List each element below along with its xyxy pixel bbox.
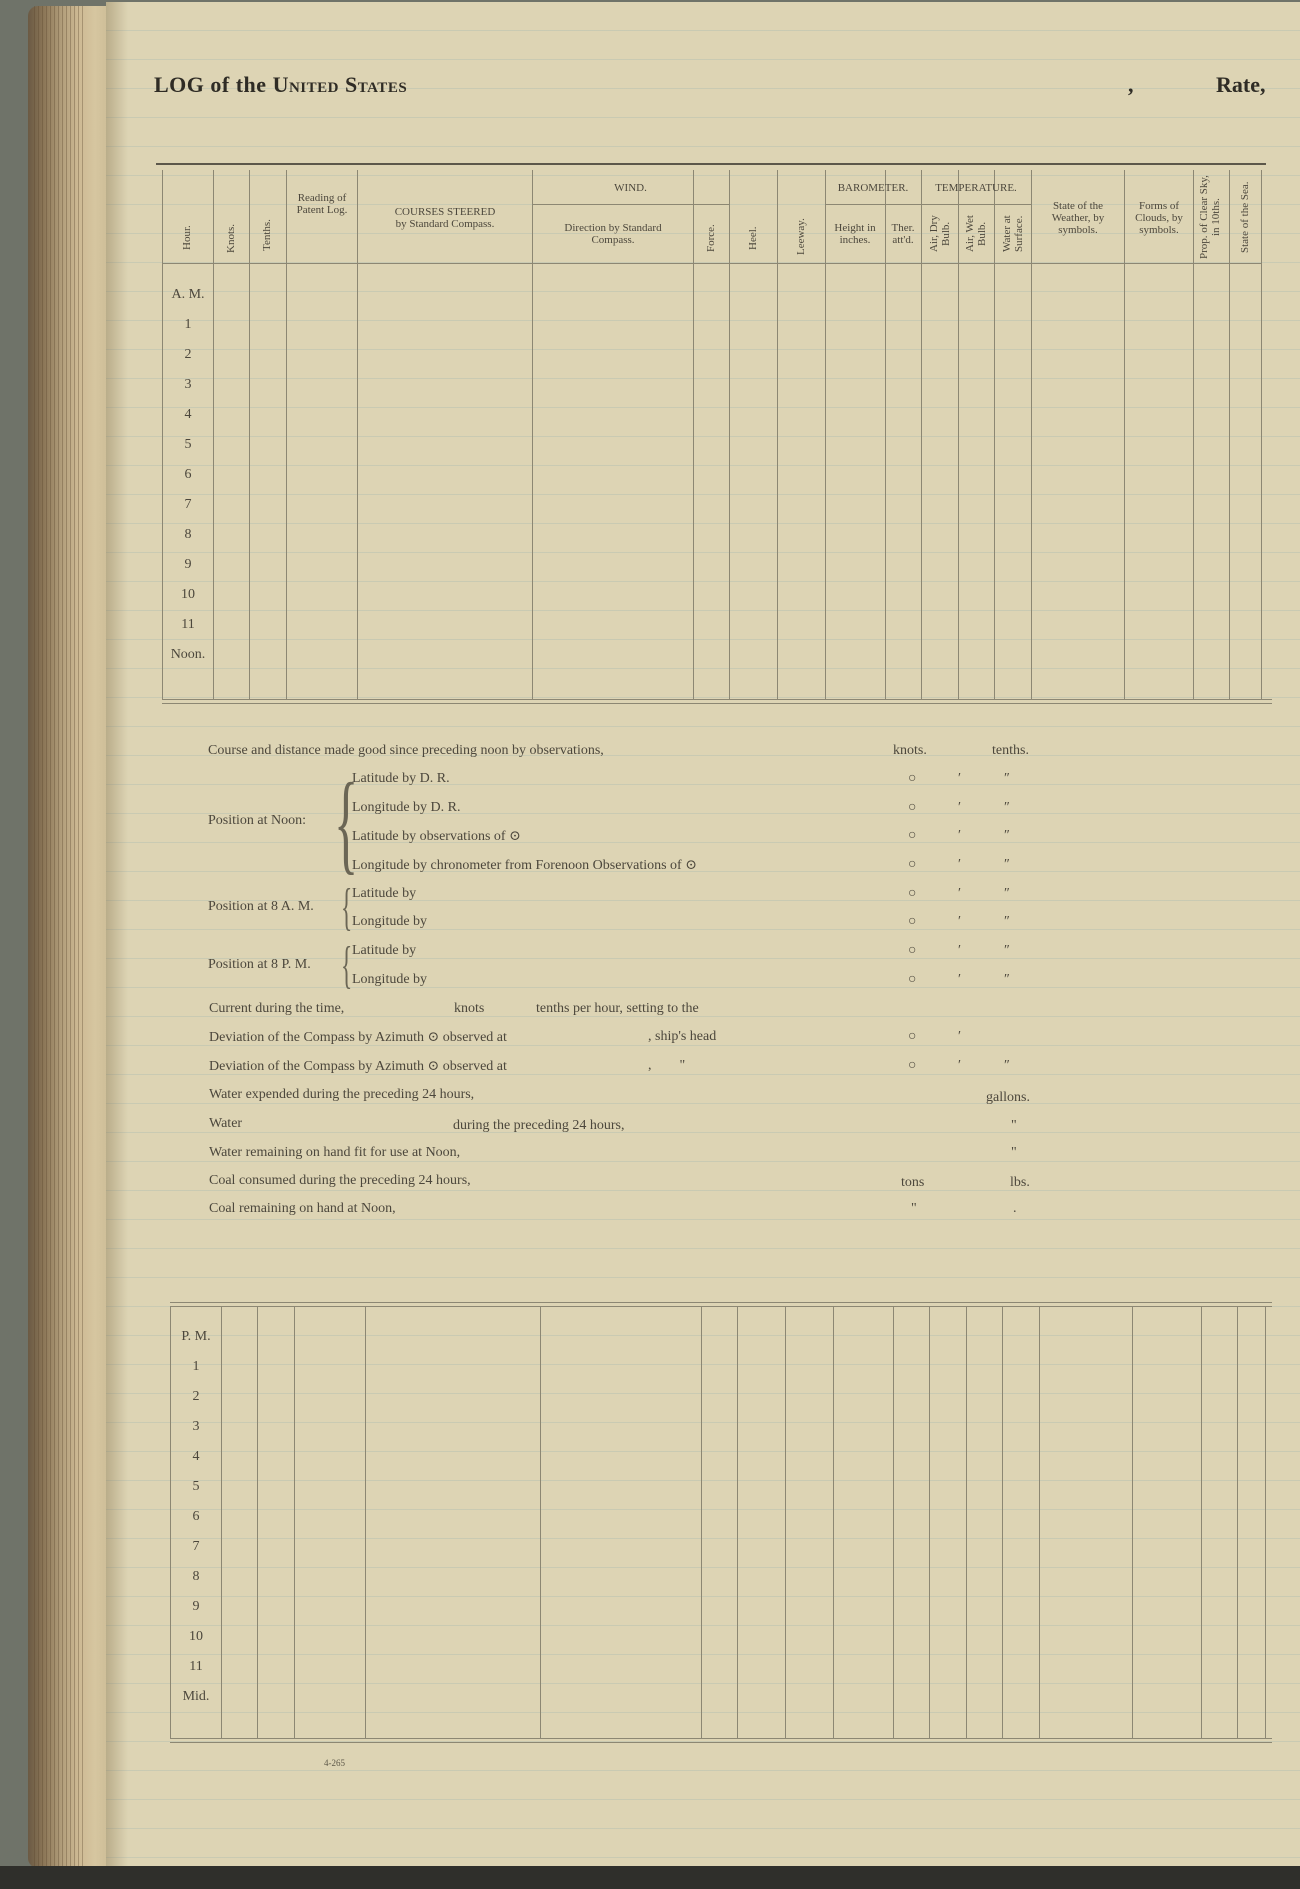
noon-lat-dr: Latitude by D. R.	[352, 771, 450, 786]
minute-mark: ′	[958, 886, 962, 901]
pm-hour-label: 1	[192, 1359, 200, 1374]
col-state-sea	[171, 1307, 1266, 1738]
hdr-state-weather: State of the Weather, by symbols.	[1051, 200, 1105, 236]
am-hour-label: 11	[181, 617, 195, 632]
top-rule	[156, 163, 1266, 165]
second-mark: ″	[1004, 886, 1010, 901]
second-mark: ″	[1004, 1058, 1010, 1073]
water-label: Water	[209, 1116, 243, 1131]
hdr-tenths: Tenths.	[261, 219, 273, 251]
am-hour-label: 4	[184, 407, 192, 422]
noon-lon-chron: Longitude by chronometer from Forenoon Observations of ⊙	[352, 858, 697, 873]
minute-mark: ′	[958, 857, 962, 872]
am-hour-label: 7	[184, 497, 192, 512]
current-tenths: tenths per hour, setting to the	[536, 1001, 699, 1016]
hdr-air-wet: Air, Wet Bulb.	[964, 215, 988, 253]
book-binding	[28, 6, 112, 1868]
title-log-of: LOG of the	[154, 72, 273, 97]
degree-mark: ○	[908, 1029, 917, 1044]
pm-hour-label: P. M.	[181, 1329, 211, 1344]
header-bottom-line	[163, 263, 1261, 264]
am-grid	[162, 170, 1261, 699]
pm8-brace: {	[341, 937, 353, 994]
hdr-patent-log: Reading of Patent Log.	[296, 192, 348, 216]
deviation-2-ditto: , "	[648, 1058, 686, 1073]
course-distance-label: Course and distance made good since preceding noon by observations,	[208, 743, 604, 758]
course-knots-unit: knots.	[893, 743, 927, 758]
minute-mark: ′	[958, 1029, 962, 1044]
deviation-2-label: Deviation of the Compass by Azimuth ⊙ observed at	[209, 1059, 507, 1074]
hdr-wind-direction: Direction by Standard Compass.	[564, 222, 662, 246]
gutter-shadow	[106, 2, 128, 1866]
pm-hour-label: 7	[192, 1539, 200, 1554]
degree-mark: ○	[908, 886, 917, 901]
baro-temp-underline	[825, 204, 1031, 205]
hdr-prop-clear: Prop. of Clear Sky, in 10ths.	[1198, 175, 1222, 259]
pm-hour-label: 2	[192, 1389, 200, 1404]
minute-mark: ′	[958, 800, 962, 815]
hdr-baro-height: Height in inches.	[834, 222, 876, 246]
title-comma: ,	[1128, 72, 1134, 97]
am-hour-label: 3	[184, 377, 192, 392]
coal-remaining-label: Coal remaining on hand at Noon,	[209, 1201, 396, 1216]
pm-hour-label: 9	[192, 1599, 200, 1614]
log-page	[106, 2, 1300, 1866]
degree-mark: ○	[908, 828, 917, 843]
deviation-1-label: Deviation of the Compass by Azimuth ⊙ observed at	[209, 1030, 507, 1045]
pm-hour-label: 3	[192, 1419, 200, 1434]
pm-hour-label: 4	[192, 1449, 200, 1464]
pm-grid	[170, 1307, 1265, 1738]
wind-underline	[532, 204, 729, 205]
am-grid-bottom-rule	[162, 699, 1272, 704]
minute-mark: ′	[958, 771, 962, 786]
second-mark: ″	[1004, 828, 1010, 843]
water-during-label: during the preceding 24 hours,	[453, 1118, 625, 1133]
degree-mark: ○	[908, 771, 917, 786]
page-edges	[34, 6, 86, 1868]
noon-lat-obs: Latitude by observations of ⊙	[352, 829, 521, 844]
hdr-water-surface: Water at Surface.	[1001, 215, 1025, 253]
hdr-forms-clouds: Forms of Clouds, by symbols.	[1135, 200, 1183, 236]
hdr-hour: Hour.	[181, 225, 193, 251]
lbs-unit: lbs.	[1010, 1175, 1030, 1190]
minute-mark: ′	[958, 972, 962, 987]
hdr-courses-1: COURSES STEERED	[394, 206, 496, 218]
minute-mark: ′	[958, 828, 962, 843]
am-hour-label: 9	[184, 557, 192, 572]
position-8pm-label: Position at 8 P. M.	[208, 957, 311, 972]
second-mark: ″	[1004, 800, 1010, 815]
second-mark: ″	[1004, 771, 1010, 786]
period-mark: .	[1013, 1201, 1017, 1216]
minute-mark: ′	[958, 943, 962, 958]
am-hour-label: 10	[181, 587, 195, 602]
degree-mark: ○	[908, 943, 917, 958]
hdr-knots: Knots.	[225, 223, 237, 253]
hdr-heel: Heel.	[747, 226, 759, 250]
hdr-wind-force: Force.	[705, 224, 717, 252]
noon-lon-dr: Longitude by D. R.	[352, 800, 461, 815]
am8-brace: {	[341, 879, 353, 936]
hdr-barometer: BAROMETER.	[837, 182, 909, 194]
title-rate: Rate,	[1216, 72, 1266, 97]
degree-mark: ○	[908, 972, 917, 987]
water-expended-label: Water expended during the preceding 24 hours,	[209, 1087, 475, 1102]
hdr-wind: WIND.	[614, 182, 647, 194]
pm-hour-label: 11	[189, 1659, 203, 1674]
title-united-states: United States	[272, 72, 408, 97]
second-mark: ″	[1004, 972, 1010, 987]
hdr-courses-2: by Standard Compass.	[395, 218, 495, 230]
am8-latitude: Latitude by	[352, 886, 417, 901]
degree-mark: ○	[908, 914, 917, 929]
am-hour-label: 6	[184, 467, 192, 482]
am-hour-label: 2	[184, 347, 192, 362]
tons-unit: tons	[901, 1175, 925, 1190]
am-hour-label: Noon.	[170, 647, 206, 662]
pm-hour-label: 8	[192, 1569, 200, 1584]
am8-longitude: Longitude by	[352, 914, 428, 929]
am-hour-label: A. M.	[171, 287, 205, 302]
course-tenths-unit: tenths.	[992, 743, 1029, 758]
position-8am-label: Position at 8 A. M.	[208, 899, 314, 914]
degree-mark: ○	[908, 857, 917, 872]
second-mark: ″	[1004, 943, 1010, 958]
coal-consumed-label: Coal consumed during the preceding 24 hours,	[209, 1173, 471, 1188]
water-remaining-label: Water remaining on hand fit for use at Noon,	[209, 1145, 461, 1160]
background-strip	[0, 1866, 1300, 1889]
position-noon-label: Position at Noon:	[208, 813, 307, 828]
current-label: Current during the time,	[209, 1001, 345, 1016]
ditto-mark: "	[1011, 1145, 1017, 1160]
ditto-mark: "	[911, 1201, 917, 1216]
pm8-longitude: Longitude by	[352, 972, 428, 987]
pm-grid-bottom-rule	[170, 1738, 1272, 1743]
pm-hour-label: Mid.	[182, 1689, 210, 1704]
current-knots: knots	[454, 1001, 485, 1016]
am-hour-label: 1	[184, 317, 192, 332]
degree-mark: ○	[908, 1058, 917, 1073]
gallons-unit: gallons.	[986, 1090, 1030, 1105]
pm-hour-label: 5	[192, 1479, 200, 1494]
hdr-leeway: Leeway.	[795, 218, 807, 256]
pm8-latitude: Latitude by	[352, 943, 417, 958]
pm-hour-label: 6	[192, 1509, 200, 1524]
am-hour-label: 8	[184, 527, 192, 542]
hdr-air-dry: Air, Dry Bulb.	[928, 215, 952, 253]
hdr-temperature: TEMPERATURE.	[935, 182, 1017, 194]
ditto-mark: "	[1011, 1118, 1017, 1133]
hdr-state-sea: State of the Sea.	[1239, 181, 1251, 253]
second-mark: ″	[1004, 914, 1010, 929]
pm-hour-label: 10	[189, 1629, 203, 1644]
minute-mark: ′	[958, 1058, 962, 1073]
am-hour-label: 5	[184, 437, 192, 452]
hdr-baro-ther: Ther. att'd.	[891, 222, 915, 246]
deviation-1-ships-head: , ship's head	[648, 1029, 717, 1044]
noon-brace: {	[334, 761, 359, 885]
form-code: 4-265	[324, 1758, 345, 1768]
second-mark: ″	[1004, 857, 1010, 872]
minute-mark: ′	[958, 914, 962, 929]
degree-mark: ○	[908, 800, 917, 815]
page-title	[154, 72, 407, 98]
